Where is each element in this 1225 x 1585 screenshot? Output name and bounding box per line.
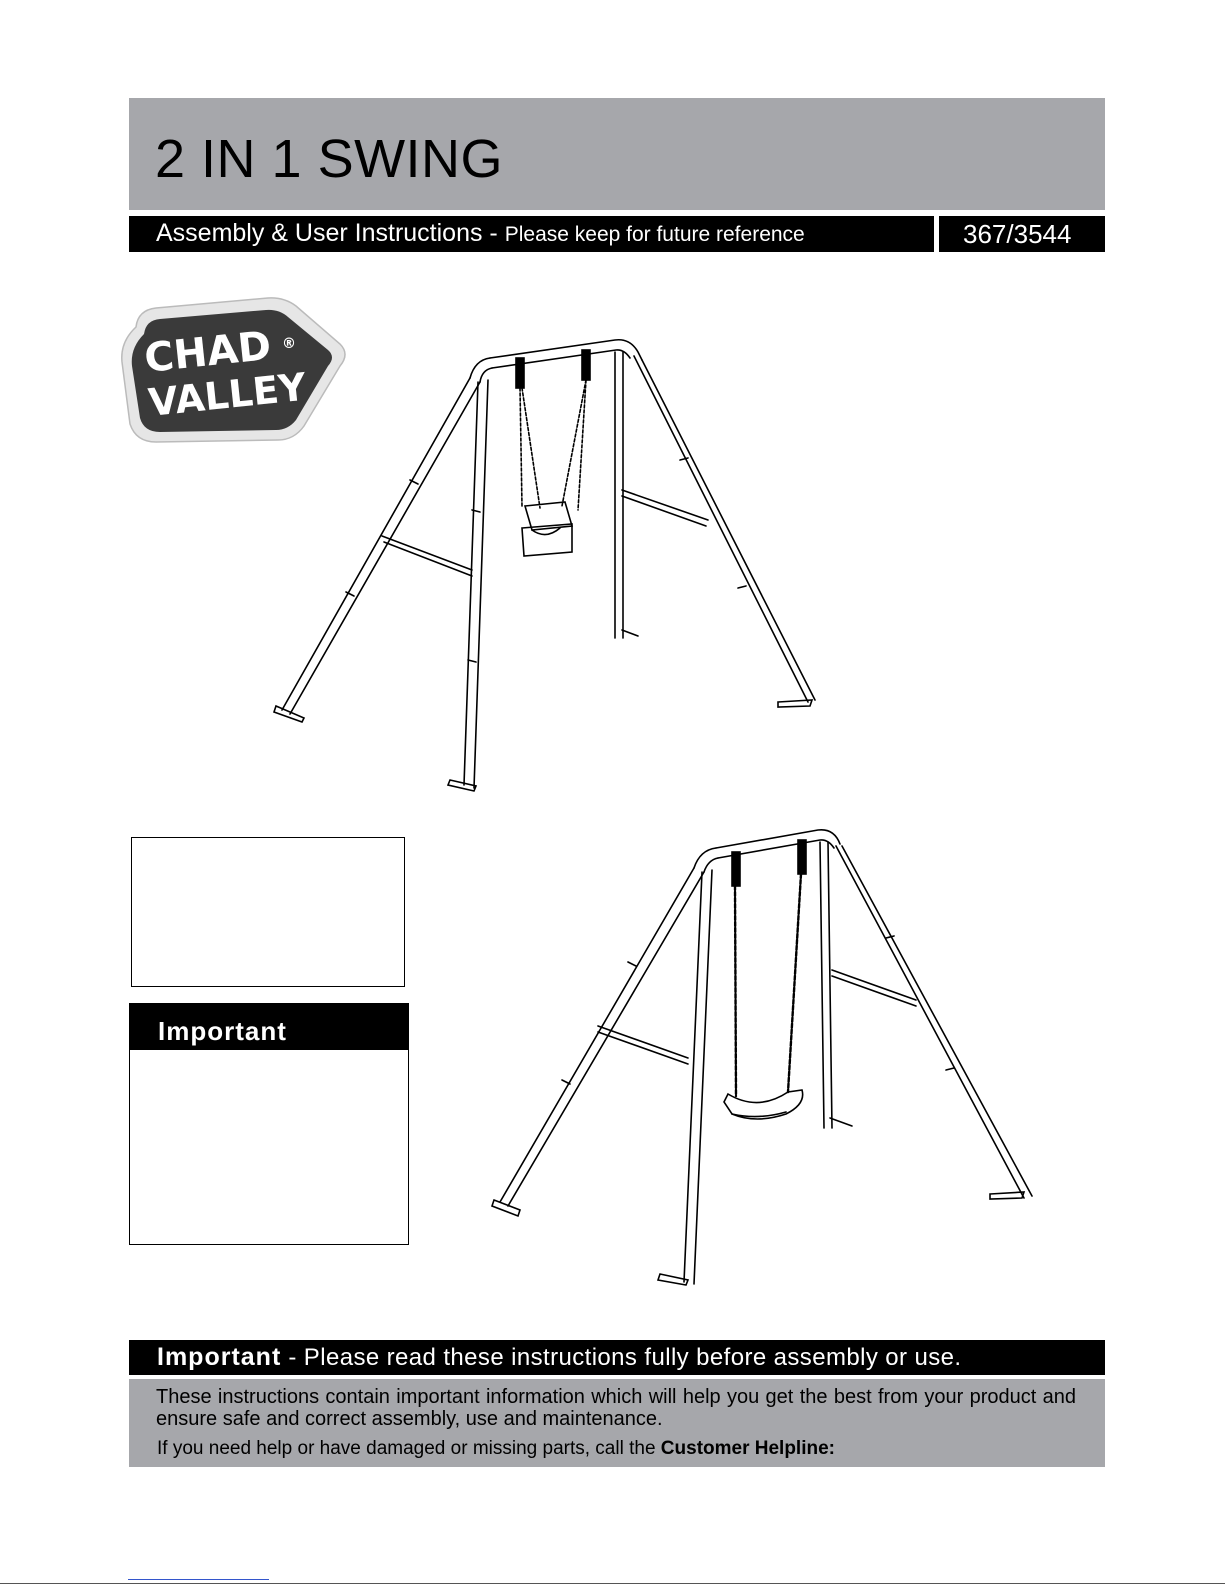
product-code-band [939,216,1105,252]
page-bottom-rule [0,1583,1225,1584]
helpline-message: If you need help or have damaged or missing parts, call the [157,1438,661,1459]
subtitle-text [156,219,805,248]
subtitle-main: Assembly & User Instructions - [156,219,505,247]
product-code: 367/3544 [963,219,1072,249]
important-box-heading: Important [158,1016,287,1046]
important-notice-text [157,1343,961,1372]
important-box [129,1003,409,1245]
important-box-header [130,1004,408,1050]
info-paragraph: These instructions contain important information which will help you get the best from your product and ensure safe and correct assembly, use and maintenance. [156,1386,1076,1430]
info-band [129,1379,1105,1467]
title-band [129,98,1105,210]
subtitle-band [129,216,934,252]
page-title: 2 IN 1 SWING [155,129,504,189]
important-notice-message: - Please read these instructions fully before assembly or use. [281,1344,962,1371]
logo-line2: VALLEY [146,364,309,425]
subtitle-note: Please keep for future reference [504,223,805,246]
swing-frame-toddler-seat-illustration [260,330,840,810]
important-notice-label: Important [157,1343,282,1371]
important-notice-band [129,1340,1105,1375]
swing-frame-belt-seat-illustration [488,822,1048,1292]
footer-link-underline [128,1579,269,1580]
blank-info-box [131,837,405,987]
logo-registered: ® [282,336,296,352]
helpline-label: Customer Helpline: [660,1438,835,1459]
helpline-text [157,1438,835,1460]
logo-line1: CHAD [142,322,274,382]
